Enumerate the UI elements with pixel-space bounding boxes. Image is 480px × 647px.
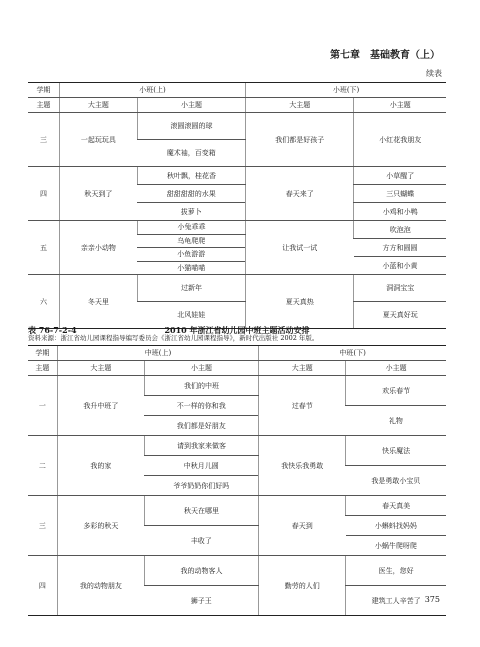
page-number: 375 (424, 595, 440, 604)
small-theme-cell: 小蝌蚪找妈妈 (346, 516, 446, 536)
month-cell: 二 (28, 436, 57, 496)
big-theme-cell: 春天到 (259, 496, 346, 556)
big-theme-cell: 我的动物朋友 (57, 556, 144, 616)
big-theme-cell: 我的家 (57, 436, 144, 496)
table-middle-class (28, 345, 446, 616)
header-sem2: 中班(下) (259, 346, 446, 361)
small-theme-cell: 我的动物客人 (144, 556, 258, 586)
small-theme-cell: 夏天真好玩 (354, 302, 446, 329)
big-theme-cell: 冬天里 (59, 275, 137, 329)
small-theme-cell: 春天真美 (346, 496, 446, 516)
small-theme-cell: 快乐魔法 (346, 436, 446, 466)
small-theme-cell: 医生，您好 (346, 556, 446, 586)
table-row (28, 113, 446, 140)
small-theme-cell: 吹泡泡 (354, 221, 446, 239)
big-theme-cell: 一起玩玩具 (59, 113, 137, 167)
table-row (28, 556, 446, 571)
header-term: 学期 (28, 83, 59, 98)
small-theme-cell: 丰收了 (144, 526, 258, 556)
header-big2: 大主题 (259, 361, 346, 376)
small-theme-cell: 礼物 (346, 406, 446, 436)
month-cell: 一 (28, 376, 57, 436)
big-theme-cell: 勤劳的人们 (259, 556, 346, 616)
small-theme-cell: 建筑工人辛苦了 (346, 586, 446, 616)
small-theme-cell: 小蜗牛爬呀爬 (346, 536, 446, 556)
big-theme-cell: 我快乐我勇敢 (259, 436, 346, 496)
small-theme-cell: 甜甜甜甜的水果 (137, 185, 245, 203)
big-theme-cell: 秋天到了 (59, 167, 137, 221)
table-row (28, 167, 446, 173)
month-cell: 四 (28, 167, 59, 221)
table-row (28, 221, 446, 226)
header-sem2: 小班(下) (246, 83, 446, 98)
table-row (28, 275, 446, 289)
big-theme-cell: 多彩的秋天 (57, 496, 144, 556)
small-theme-cell: 狮子王 (144, 586, 258, 616)
small-theme-cell: 请到我家来做客 (144, 436, 258, 456)
small-theme-cell: 欢乐春节 (346, 376, 446, 406)
header-big1: 大主题 (59, 98, 137, 113)
month-cell: 五 (28, 221, 59, 275)
table-row (28, 436, 446, 446)
source-note: 资料来源：浙江省幼儿园课程指导编写委员会《浙江省幼儿园课程指导》，新时代出版社 2002 年版。 (28, 334, 319, 342)
header-sem1: 小班(上) (59, 83, 245, 98)
small-theme-cell: 中秋月儿圆 (144, 456, 258, 476)
month-cell: 三 (28, 113, 59, 167)
month-cell: 四 (28, 556, 57, 616)
header-theme: 主题 (28, 98, 59, 113)
small-theme-cell: 魔术袖，百变箱 (137, 140, 245, 167)
small-theme-cell: 小草醒了 (354, 167, 446, 185)
small-theme-cell: 我们都是好朋友 (144, 416, 258, 436)
header-sem1: 中班(上) (57, 346, 258, 361)
small-theme-cell: 过新年 (137, 275, 245, 302)
month-cell: 六 (28, 275, 59, 329)
header-big1: 大主题 (57, 361, 144, 376)
small-theme-cell: 小鸡和小鸭 (354, 203, 446, 221)
big-theme-cell: 过春节 (259, 376, 346, 436)
big-theme-cell: 我升中班了 (57, 376, 144, 436)
small-theme-cell: 不一样的你和我 (144, 396, 258, 416)
small-theme-cell: 爷爷奶奶你们好吗 (144, 476, 258, 496)
small-theme-cell: 小猫喵喵 (137, 261, 245, 275)
small-theme-cell: 洞洞宝宝 (354, 275, 446, 302)
small-theme-cell: 小红花我朋友 (354, 113, 446, 167)
table-row (28, 496, 446, 506)
header-small1: 小主题 (137, 98, 245, 113)
table-small-class (28, 82, 446, 329)
small-theme-cell: 小蓝和小黄 (354, 257, 446, 275)
small-theme-cell: 乌龟爬爬 (137, 234, 245, 248)
header-theme: 主题 (28, 361, 57, 376)
big-theme-cell: 春天来了 (246, 167, 354, 221)
big-theme-cell: 让我试一试 (246, 221, 354, 275)
small-theme-cell: 方方和圆圆 (354, 239, 446, 257)
small-theme-cell: 小兔乖乖 (137, 221, 245, 235)
small-theme-cell: 北风娃娃 (137, 302, 245, 329)
chapter-header: 第七章 基础教育（上） (330, 50, 440, 61)
header-small1: 小主题 (144, 361, 258, 376)
table2-caption (28, 325, 446, 336)
small-theme-cell: 秋叶飘，桂花香 (137, 167, 245, 185)
small-theme-cell: 三只蝴蝶 (354, 185, 446, 203)
header-small2: 小主题 (346, 361, 446, 376)
header-term: 学期 (28, 346, 57, 361)
table2-number: 表 76-7-2-4 (28, 325, 77, 335)
small-theme-cell: 拔萝卜 (137, 203, 245, 221)
big-theme-cell: 亲亲小动物 (59, 221, 137, 275)
small-theme-cell: 秋天在哪里 (144, 496, 258, 526)
big-theme-cell: 夏天真热 (246, 275, 354, 329)
big-theme-cell: 我们都是好孩子 (246, 113, 354, 167)
small-theme-cell: 滚圆滚圆的球 (137, 113, 245, 140)
table-row (28, 376, 446, 386)
header-small2: 小主题 (354, 98, 446, 113)
month-cell: 三 (28, 496, 57, 556)
header-big2: 大主题 (246, 98, 354, 113)
table2-title: 2010 年浙江省幼儿园中班主题活动安排 (164, 325, 310, 335)
small-theme-cell: 我是勇敢小宝贝 (346, 466, 446, 496)
small-theme-cell: 小鱼游游 (137, 248, 245, 262)
continued-label: 续表 (426, 69, 442, 78)
small-theme-cell: 我们的中班 (144, 376, 258, 396)
